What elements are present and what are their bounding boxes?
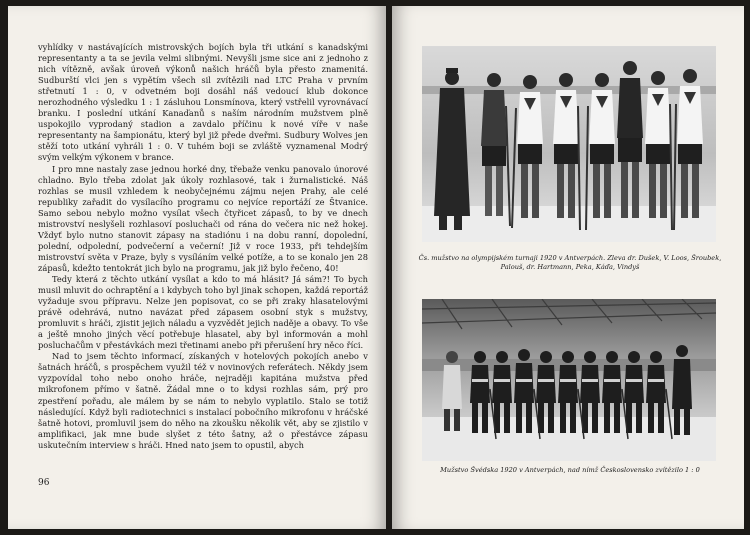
photo-swedish-team xyxy=(422,299,716,461)
left-page xyxy=(8,6,386,529)
photo-czechoslovak-team xyxy=(422,46,716,242)
photo-caption-bottom: Mužstvo Švédska 1920 v Antverpách, nad nímž Československo zvítězilo 1 : 0 xyxy=(440,466,700,474)
paragraph: Tedy která z těchto utkání vysílat a kdo to má hlásit? Já sám?! To bych musil mluvit do ochraptění a i kdybych toho byl jinak schopen, každá reportáž vyžaduje svou přípravu. Nelze jen popisovat, co se při zraky hlasatelovými právě odehrává, nutno navázat před zápasem osobní styk s mužstvy, promluvit s hráči, zjistit jejich náladu a vyzvědět jejich naděje a obavy. To vše a ještě mnoho jiných věcí potřebuje hlasatel, aby byl informován a mohl posluchačům v přestávkách mezi třetinami anebo při přerušení hry něco říci. xyxy=(38,273,368,351)
body-text xyxy=(38,42,368,451)
paragraph: Nad to jsem těchto informací, získaných v hotelových pokojích anebo v šatnách hráčů, s prospěchem využil též v novinových referátech. Někdy jsem vyzpovídal toho nebo onoho hráče, nejraději kapitána mužstva před mikrofonem přímo v šatně. Žádal mne o to kdysi rozhlas sám, prý pro zpestření pořadu, ale málem by se nám to nebylo vyplatilo. Stalo se totiž následující. Když byli radiotechnici s instalací pobočního mikrofonu v hráčské šatně hotovi, promluvil jsem do něho na zkoušku několik vět, aby se zjistilo v amplifikaci, jak mne bude slyšet z této šatny, až o přestávce zápasu uskutečním interview s hráči. Hned nato jsem to opustil, abych xyxy=(38,351,368,450)
right-page xyxy=(392,6,744,529)
photo-caption-top: Čs. mužstvo na olympijském turnaji 1920 v Antverpách. Zleva dr. Dušek, V. Loos, Šroubek, Palouš, dr. Hartmann, Peka, Káďa, Vindyš xyxy=(418,254,722,271)
paragraph: I pro mne nastaly zase jednou horké dny, třebaže venku panovalo únorové chladno. Bylo třeba zdolat jak úkoly rozhlasové, tak i žurnalistické. Náš rozhlas se musil vzhledem k neobyčejnému zájmu nejen Prahy, ale celé republiky zařadit do vysílacího programu co nejvíce reportáží ze Štvanice. Samo sebou nebylo možno vysílat všech čtyřicet zápasů, to by ve dnech mistrovství neslyšeli rozhlasoví posluchači od rána do večera nic než hokej. Vždyť bylo nutno stanovit zápasy na stadiónu i na dobu ranní, dopolední, polední, odpolední, podvečerní a večerní! Již v roce 1933, při tehdejším mistrovství světa v Praze, byly s vysíláním velké potíže, a to se konalo jen 28 zápasů, kdežto tentokrát jich bylo na programu, jak již bylo řečeno, 40! xyxy=(38,163,368,273)
paragraph: vyhlídky v nastávajících mistrovských bojích byla tři utkání s kanadskými representanty a ta se jevila velmi slibnými. Nevyšli jsme sice ani z jednoho z nich vítězně, avšak úroveň výkonů našich hráčů byla přesto znamenitá. Sudburští vlci jen s vypětím všech sil zvítězili nad LTC Praha v prvním střetnutí 1 : 0, v odvetném boji dosáhl náš vedoucí klub dokonce nerozhodného výsledku 1 : 1 zásluhou Lonsmínova, který vstřelil vyrovnávací branku. I poslední utkání Kanaďanů s naším národním mužstvem plně uspokojilo vyprodaný stadion a zavdalo příčinu k nové víře v naše representanty na šampionátu, který byl již přede dveřmi. Sudbury Wolves jen stěží toto utkání vyhráli 1 : 0. V tuhém boji se zvláště vyznamenal Modrý svým velkým výkonem v brance. xyxy=(38,42,368,163)
page-number: 96 xyxy=(38,478,50,488)
